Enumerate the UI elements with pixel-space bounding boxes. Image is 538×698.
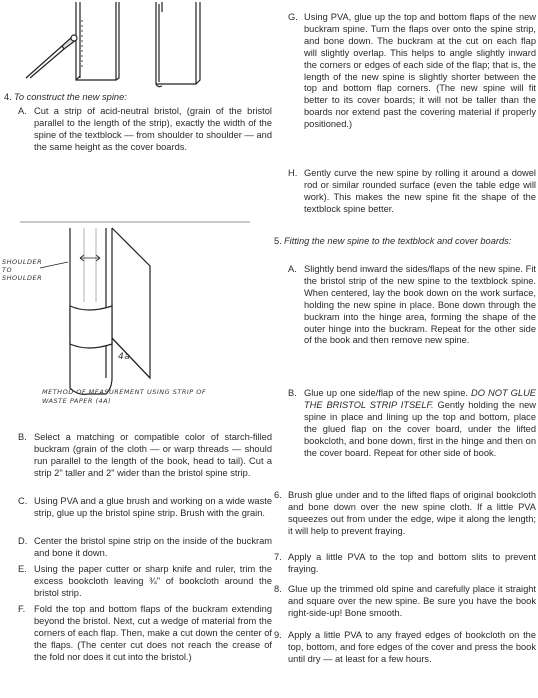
- figure-4a-label: 4a: [118, 352, 131, 362]
- step-5b-text-pre: Glue up one side/flap of the new spine.: [304, 388, 472, 398]
- step-4g-text: Using PVA, glue up the top and bottom flaps of the new buckram spine. Turn the flaps over onto the spine strip, and bone down. The buckram at the cut on each flap will slightly overlap. This helps to angle slightly inward the corners or edges of each side of the flap; that is, the length of the new spine is slightly shorter between the top and bottom flap corners. (The new spine will fit better to its cover boards; it will not be taller than the boards nor extend past the covering material if properly positioned.): [304, 12, 536, 130]
- step-4d-label: D.: [18, 536, 28, 546]
- measurement-illustration: [0, 218, 272, 408]
- section-5-heading: Fitting the new spine to the textblock and cover boards:: [284, 236, 512, 246]
- step-6-label: 6.: [274, 490, 282, 500]
- step-5a-text: Slightly bend inward the sides/flaps of the new spine. Fit the bristol strip of the new spine to the textblock spine. When centered, lay the book down on the work surface, holding the new spine in place. Bone down through the buckram into the hinge area, forming the shape of the outer hinge into the buckram. Repeat for the other side of the book and then remove new spine.: [304, 264, 536, 346]
- shoulder-label: SHOULDER TO SHOULDER: [2, 258, 43, 282]
- step-4c-label: C.: [18, 496, 28, 506]
- section-4-number: 4.: [4, 92, 12, 102]
- step-4b-text: Select a matching or compatible color of starch-filled buckram (grain of the cloth — or warp threads — should run parallel to the length of the book, head to tail). Cut a strip 2" taller and 2" wider than the bristol spine strip.: [34, 432, 272, 478]
- step-6-text: Brush glue under and to the lifted flaps of original bookcloth and bone down over the new spine cloth. If a little PVA squeezes out from under the edge, wipe it along the length; it will help to prevent fraying.: [288, 490, 536, 536]
- step-5b-warning: DO NOT GLUE THE BRISTOL STRIP ITSELF.: [304, 388, 536, 410]
- step-9-text: Apply a little PVA to any frayed edges of bookcloth on the top, bottom, and fore edges of the cover and press the book until dry — at least for a few hours.: [288, 630, 536, 664]
- step-4f-text: Fold the top and bottom flaps of the buckram extending beyond the bristol. Next, cut a wedge of material from the corners of each flap. Then, make a cut down the center of the flaps. (The center cut does not reach the crease of the fold nor does it cut into the bristol.): [34, 604, 272, 662]
- step-4f-label: F.: [18, 604, 26, 614]
- step-4e-text: Using the paper cutter or sharp knife and ruler, trim the excess bookcloth leaving ¾" of bookcloth around the bristol strip.: [34, 564, 272, 598]
- step-4g-label: G.: [288, 12, 298, 22]
- step-4a-label: A.: [18, 106, 27, 116]
- step-9-label: 9.: [274, 630, 282, 640]
- step-8-text: Glue up the trimmed old spine and carefully place it straight and square over the new spine. Be sure you have the book right-side-up! Bone smooth.: [288, 584, 536, 618]
- step-5b-text-post: Gently holding the new spine in place and lining up the top and bottom, place the glued flap on the cover board, under the lifted bookcloth, and bone down, first in the hinge and then on the cover board. Repeat for other side of book.: [304, 399, 536, 458]
- step-7-text: Apply a little PVA to the top and bottom slits to prevent fraying.: [288, 552, 536, 574]
- step-4h-label: H.: [288, 168, 298, 178]
- figure-caption: METHOD OF MEASUREMENT USING STRIP OF WASTE PAPER (4A): [42, 388, 207, 405]
- step-4a-text: Cut a strip of acid-neutral bristol, (grain of the bristol parallel to the length of the strip), exactly the width of the spine of the textblock — from shoulder to shoulder — and the same height as the cover boards.: [34, 106, 272, 152]
- step-4e-label: E.: [18, 564, 27, 574]
- book-spine-sketch-top: [18, 0, 218, 94]
- section-4-heading: To construct the new spine:: [14, 92, 127, 102]
- step-4c-text: Using PVA and a glue brush and working on a wide waste strip, glue up the bristol spine strip. Brush with the grain.: [34, 496, 272, 518]
- step-8-label: 8.: [274, 584, 282, 594]
- step-7-label: 7.: [274, 552, 282, 562]
- step-5b-text: [304, 388, 536, 459]
- step-4d-text: Center the bristol spine strip on the inside of the buckram and bone it down.: [34, 536, 272, 558]
- step-5a-label: A.: [288, 264, 297, 274]
- section-5-number: 5.: [274, 236, 282, 246]
- step-5b-label: B.: [288, 388, 297, 398]
- step-4h-text: Gently curve the new spine by rolling it around a dowel rod or similar rounded surface (even the table edge will work). This makes the new spine fit the shape of the textblock spine better.: [304, 168, 536, 214]
- step-4b-label: B.: [18, 432, 27, 442]
